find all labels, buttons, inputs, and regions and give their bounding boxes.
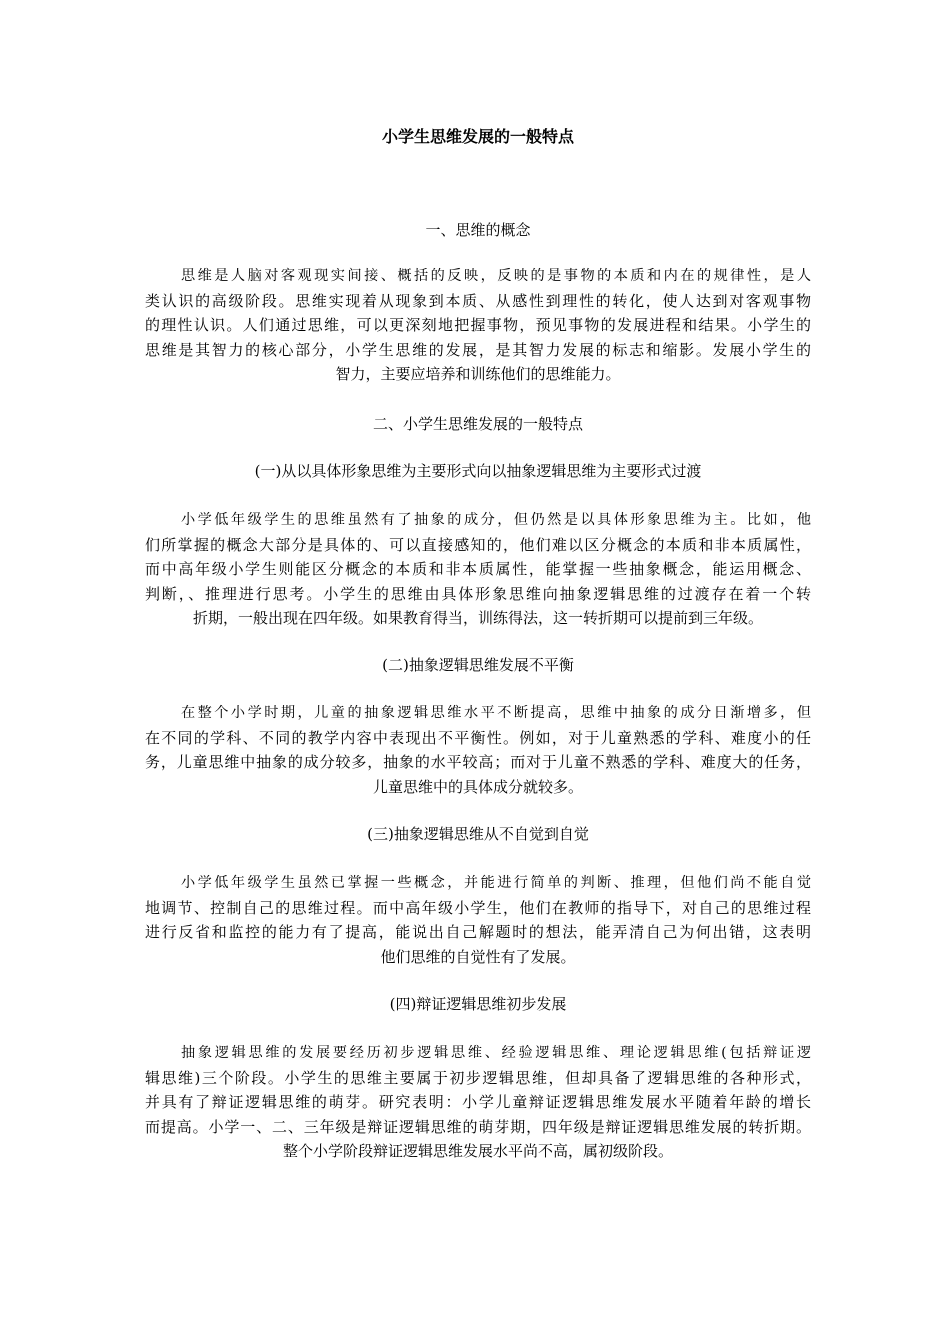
paragraph-concept (145, 264, 811, 387)
subsection-heading-2: (二)抽象逻辑思维发展不平衡 (382, 656, 574, 674)
paragraph-line: 在不同的学科、不同的教学内容中表现出不平衡性。例如，对于儿童熟悉的学科、难度小的任 (145, 728, 811, 747)
paragraph-line: 折期，一般出现在四年级。如果教育得当，训练得法，这一转折期可以提前到三年级。 (192, 609, 763, 627)
paragraph-line: 务，儿童思维中抽象的成分较多，抽象的水平较高；而对于儿童不熟悉的学科、难度大的任务， (145, 753, 811, 771)
subsection-heading-3: (三)抽象逻辑思维从不自觉到自觉 (367, 825, 589, 843)
paragraph-line: 们所掌握的概念大部分是具体的、可以直接感知的，他们难以区分概念的本质和非本质属性， (145, 535, 811, 554)
paragraph-line: 在整个小学时期，儿童的抽象逻辑思维水平不断提高，思维中抽象的成分日渐增多，但 (181, 705, 811, 721)
paragraph-line: 儿童思维中的具体成分就较多。 (372, 777, 583, 796)
paragraph-line: 抽象逻辑思维的发展要经历初步逻辑思维、经验逻辑思维、理论逻辑思维(包括辩证逻 (181, 1045, 811, 1061)
paragraph-line: 类认识的高级阶段。思维实现着从现象到本质、从感性到理性的转化，使人达到对客观事物 (145, 291, 811, 310)
paragraph-line: 智力，主要应培养和训练他们的思维能力。 (335, 365, 621, 383)
paragraph-line: 思维是人脑对客观现实间接、概括的反映，反映的是事物的本质和内在的规律性，是人 (181, 268, 811, 284)
document-title: 小学生思维发展的一般特点 (381, 127, 574, 146)
paragraph-sub1 (145, 508, 811, 631)
section-heading-concept: 一、思维的概念 (425, 221, 531, 239)
paragraph-line: 并具有了辩证逻辑思维的萌芽。研究表明：小学儿童辩证逻辑思维发展水平随着年龄的增长 (145, 1093, 811, 1111)
subsection-heading-1: (一)从以具体形象思维为主要形式向以抽象逻辑思维为主要形式过渡 (254, 462, 702, 480)
paragraph-sub3 (145, 871, 811, 969)
paragraph-line: 判断，、推理进行思考。小学生的思维由具体形象思维向抽象逻辑思维的过渡存在着一个转 (145, 584, 811, 603)
section-heading-characteristics: 二、小学生思维发展的一般特点 (372, 415, 583, 433)
paragraph-line: 小学低年级学生虽然已掌握一些概念，并能进行简单的判断、推理，但他们尚不能自觉 (181, 875, 811, 891)
subsection-heading-4: (四)辩证逻辑思维初步发展 (389, 995, 567, 1013)
paragraph-sub4 (145, 1041, 811, 1164)
paragraph-line: 地调节、控制自己的思维过程。而中高年级小学生，他们在教师的指导下，对自己的思维过程 (145, 898, 811, 917)
paragraph-line: 辑思维)三个阶段。小学生的思维主要属于初步逻辑思维，但却具备了逻辑思维的各种形式， (145, 1068, 811, 1087)
paragraph-line: 整个小学阶段辩证逻辑思维发展水平尚不高，属初级阶段。 (282, 1142, 673, 1160)
paragraph-line: 小学低年级学生的思维虽然有了抽象的成分，但仍然是以具体形象思维为主。比如，他 (181, 512, 811, 528)
paragraph-sub2 (145, 701, 811, 799)
paragraph-line: 他们思维的自觉性有了发展。 (380, 947, 576, 966)
paragraph-line: 思维是其智力的核心部分，小学生思维的发展，是其智力发展的标志和缩影。发展小学生的 (145, 340, 811, 359)
paragraph-line: 而中高年级小学生则能区分概念的本质和非本质属性，能掌握一些抽象概念，能运用概念、 (145, 560, 811, 578)
paragraph-line: 的理性认识。人们通过思维，可以更深刻地把握事物，预见事物的发展进程和结果。小学生的 (145, 316, 811, 334)
paragraph-line: 进行反省和监控的能力有了提高，能说出自己解题时的想法，能弄清自己为何出错，这表明 (145, 923, 811, 941)
paragraph-line: 而提高。小学一、二、三年级是辩证逻辑思维的萌芽期，四年级是辩证逻辑思维发展的转折期。 (145, 1117, 811, 1136)
